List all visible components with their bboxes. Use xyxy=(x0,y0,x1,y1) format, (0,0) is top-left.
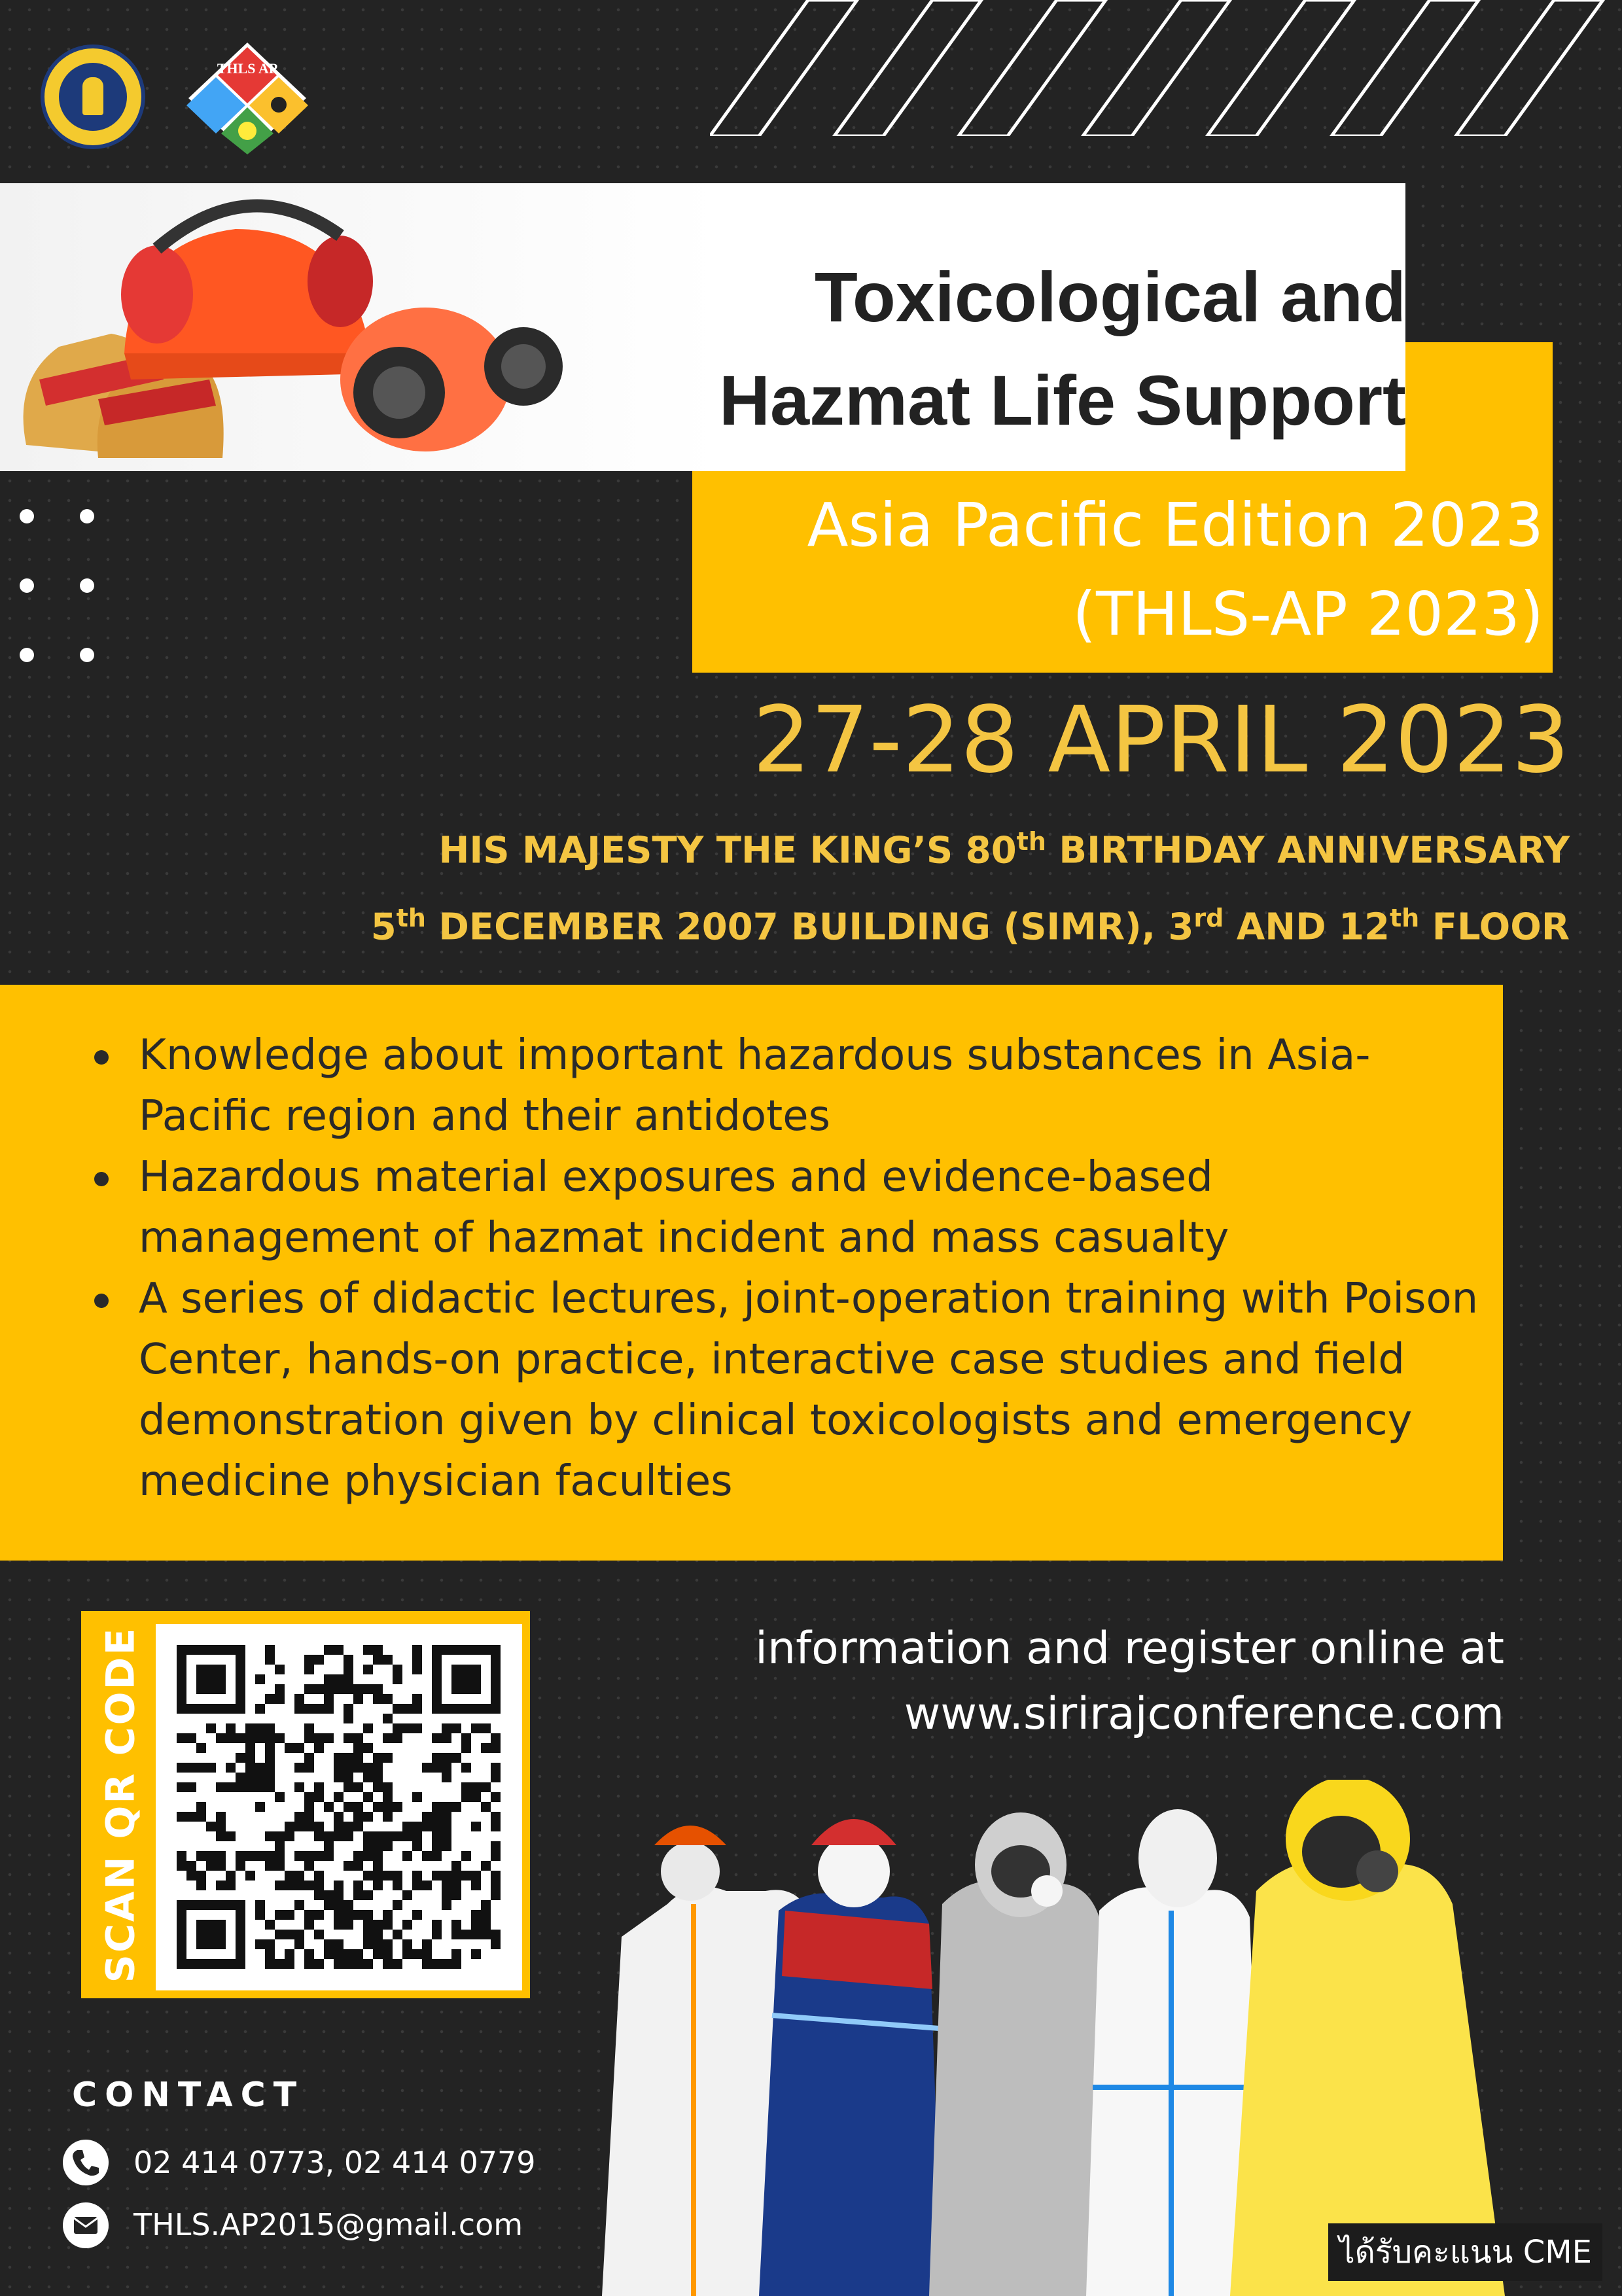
mail-icon xyxy=(63,2202,109,2248)
decor-dot xyxy=(80,509,94,523)
register-url[interactable]: www.sirirajconference.com xyxy=(904,1688,1504,1740)
register-info xyxy=(755,1616,1504,1747)
decor-dot xyxy=(20,509,34,523)
edition-text xyxy=(807,481,1543,659)
highlight-item: A series of didactic lectures, joint-operation training with Poison Center, hands-on practice, interactive case studies and field demonstration given by clinical toxicologists and emergency medicine physician faculties xyxy=(139,1269,1480,1512)
phone-icon xyxy=(63,2140,109,2185)
university-seal-icon xyxy=(41,44,145,149)
qr-code-icon[interactable] xyxy=(156,1624,522,1990)
highlights-list xyxy=(0,1025,1480,1512)
cme-badge: ได้รับคะแนน CME xyxy=(1328,2223,1602,2281)
contact-phone[interactable]: 02 414 0773, 02 414 0779 xyxy=(133,2145,536,2180)
highlight-item: Knowledge about important hazardous substances in Asia-Pacific region and their antidotes xyxy=(139,1025,1480,1147)
title-line-2: Hazmat Life Support xyxy=(718,361,1406,440)
event-date: 27-28 APRIL 2023 xyxy=(752,687,1570,794)
decor-dot xyxy=(20,578,34,593)
venue-line-1: HIS MAJESTY THE KING’S 80th BIRTHDAY ANNIVERSARY xyxy=(438,827,1570,872)
page-title xyxy=(719,245,1406,452)
title-line-1: Toxicological and xyxy=(814,257,1406,336)
thls-logo-icon xyxy=(175,39,319,157)
venue-line-2: 5th DECEMBER 2007 BUILDING (SIMR), 3rd AND 12th FLOOR xyxy=(370,903,1570,949)
highlights-box xyxy=(0,985,1503,1561)
qr-label: SCAN QR CODE xyxy=(97,1626,143,1983)
chevron-icon xyxy=(710,0,1622,136)
register-line: information and register online at xyxy=(755,1623,1504,1674)
highlight-item: Hazardous material exposures and evidence-based management of hazmat incident and mass casualty xyxy=(139,1147,1480,1269)
ppe-illustration xyxy=(0,183,589,471)
edition-line-1: Asia Pacific Edition 2023 xyxy=(807,490,1543,560)
contact-email[interactable]: THLS.AP2015@gmail.com xyxy=(133,2207,523,2242)
contact-heading: CONTACT xyxy=(72,2075,305,2115)
hazmat-suits-illustration xyxy=(576,1780,1622,2296)
edition-line-2: (THLS-AP 2023) xyxy=(1072,579,1543,649)
decor-dot xyxy=(80,578,94,593)
thls-logo-text: THLS AP xyxy=(217,60,278,77)
banner-accent xyxy=(1405,342,1553,471)
decor-dot xyxy=(20,648,34,662)
venue xyxy=(371,808,1570,961)
decor-dot xyxy=(80,648,94,662)
